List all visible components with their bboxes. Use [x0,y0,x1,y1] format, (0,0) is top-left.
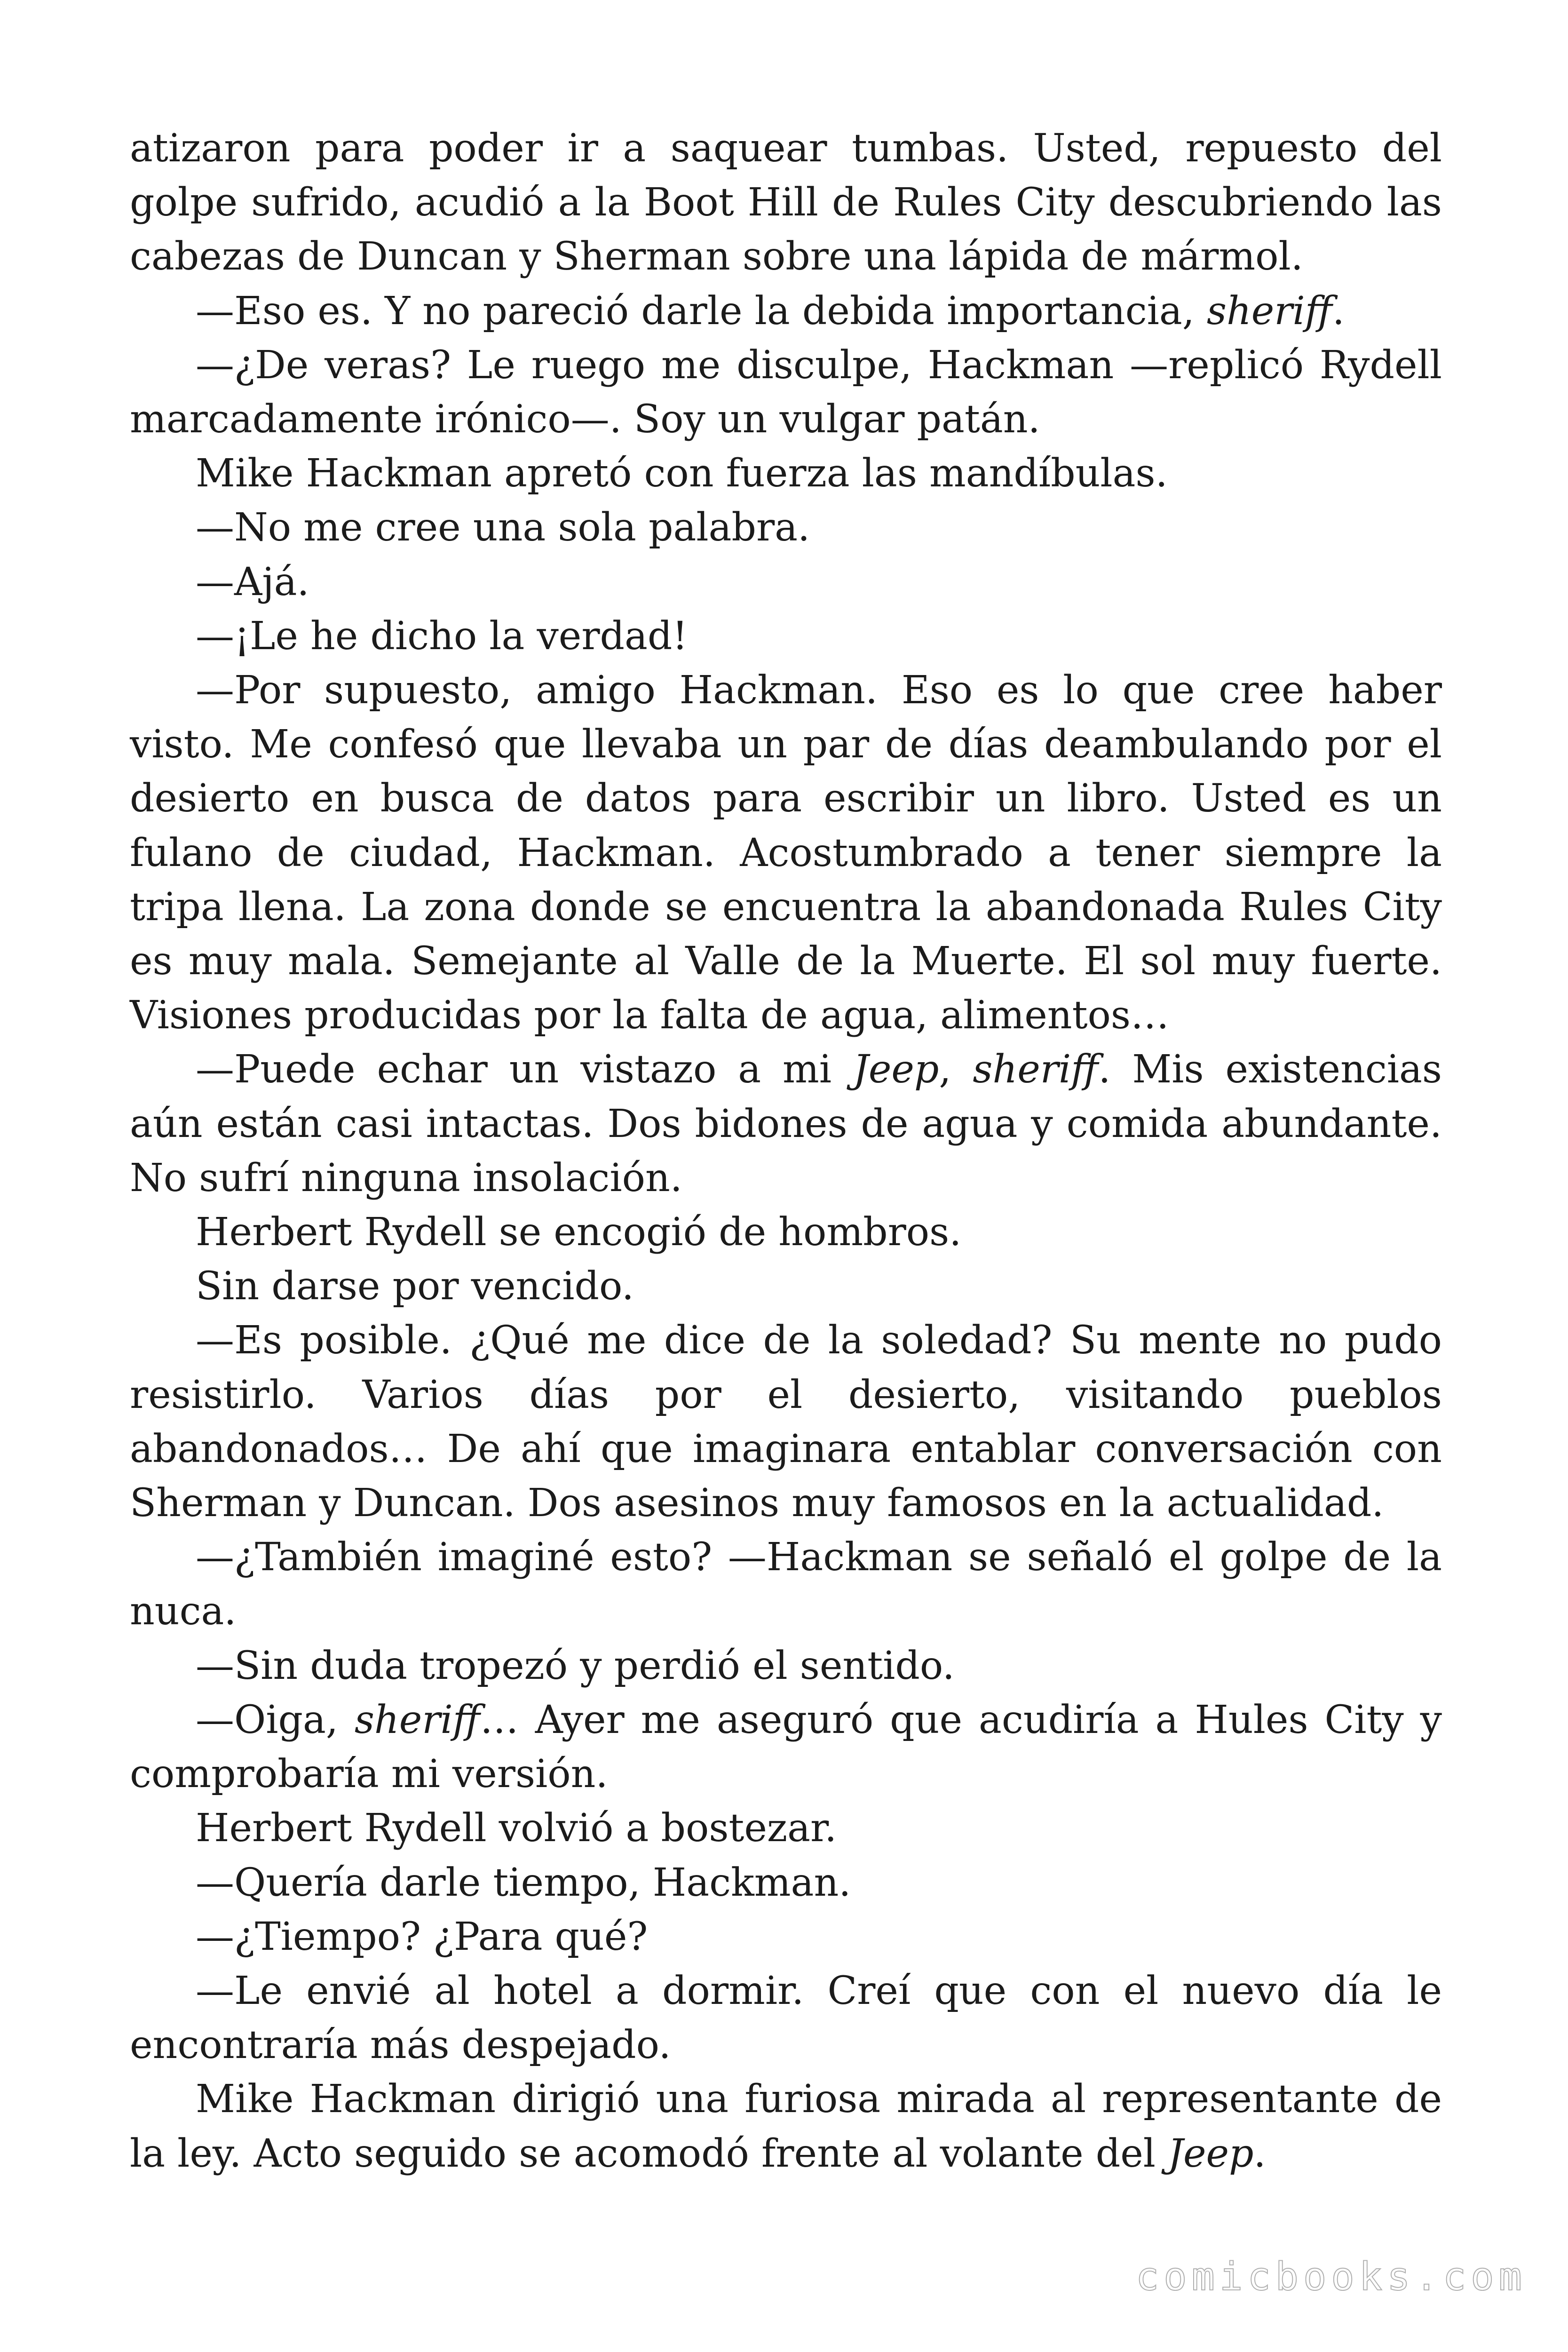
paragraph: —Oiga, sheriff… Ayer me aseguró que acudiría a Hules City y comprobaría mi versión. [130,1697,1442,1797]
paragraph: —No me cree una sola palabra. [196,505,810,550]
paragraph: —¿También imaginé esto? —Hackman se señaló el golpe de la nuca. [130,1535,1442,1634]
paragraph: Mike Hackman apretó con fuerza las mandíbulas. [196,451,1168,496]
paragraph: —Le envié al hotel a dormir. Creí que con el nuevo día le encontraría más despejado. [130,1968,1442,2068]
paragraph: Sin darse por vencido. [196,1264,634,1309]
paragraph: —Ajá. [196,559,309,604]
paragraph: —¿De veras? Le ruego me disculpe, Hackman —replicó Rydell marcadamente irónico—. Soy un vulgar patán. [130,342,1442,442]
paragraph: —Es posible. ¿Qué me dice de la soledad? Su mente no pudo resistirlo. Varios días por el desierto, visitando pueblos abandonados… De ahí que imaginara entablar conversación con Sherman y Duncan. Dos asesinos muy famosos en la actualidad. [130,1318,1442,1526]
paragraph: —Por supuesto, amigo Hackman. Eso es lo que cree haber visto. Me confesó que llevaba un par de días deambulando por el desierto en busca de datos para escribir un libro. Usted es un fulano de ciudad, Hackman. Acostumbrado a tener siempre la tripa llena. La zona donde se encuentra la abandonada Rules City es muy mala. Semejante al Valle de la Muerte. El sol muy fuerte. Visiones producidas por la falta de agua, alimentos… [130,668,1442,1038]
paragraph: —Sin duda tropezó y perdió el sentido. [196,1643,955,1688]
paragraph: Mike Hackman dirigió una furiosa mirada al representante de la ley. Acto seguido se acomodó frente al volante del Jeep. [130,2077,1442,2176]
watermark: comicbooks.com [1135,2255,1527,2299]
paragraph: —¡Le he dicho la verdad! [196,613,688,659]
paragraph: —Puede echar un vistazo a mi Jeep, sheriff. Mis existencias aún están casi intactas. Dos bidones de agua y comida abundante. No sufrí ninguna insolación. [130,1047,1442,1200]
page-text [130,121,1442,2181]
paragraph: —Quería darle tiempo, Hackman. [196,1860,851,1905]
paragraph: —Eso es. Y no pareció darle la debida importancia, sheriff. [196,288,1345,334]
paragraph: —¿Tiempo? ¿Para qué? [196,1914,648,1959]
paragraph: Herbert Rydell se encogió de hombros. [196,1210,962,1255]
paragraph: atizaron para poder ir a saquear tumbas. Usted, repuesto del golpe sufrido, acudió a la Boot Hill de Rules City descubriendo las cabezas de Duncan y Sherman sobre una lápida de mármol. [130,126,1442,279]
paragraph: Herbert Rydell volvió a bostezar. [196,1806,837,1851]
